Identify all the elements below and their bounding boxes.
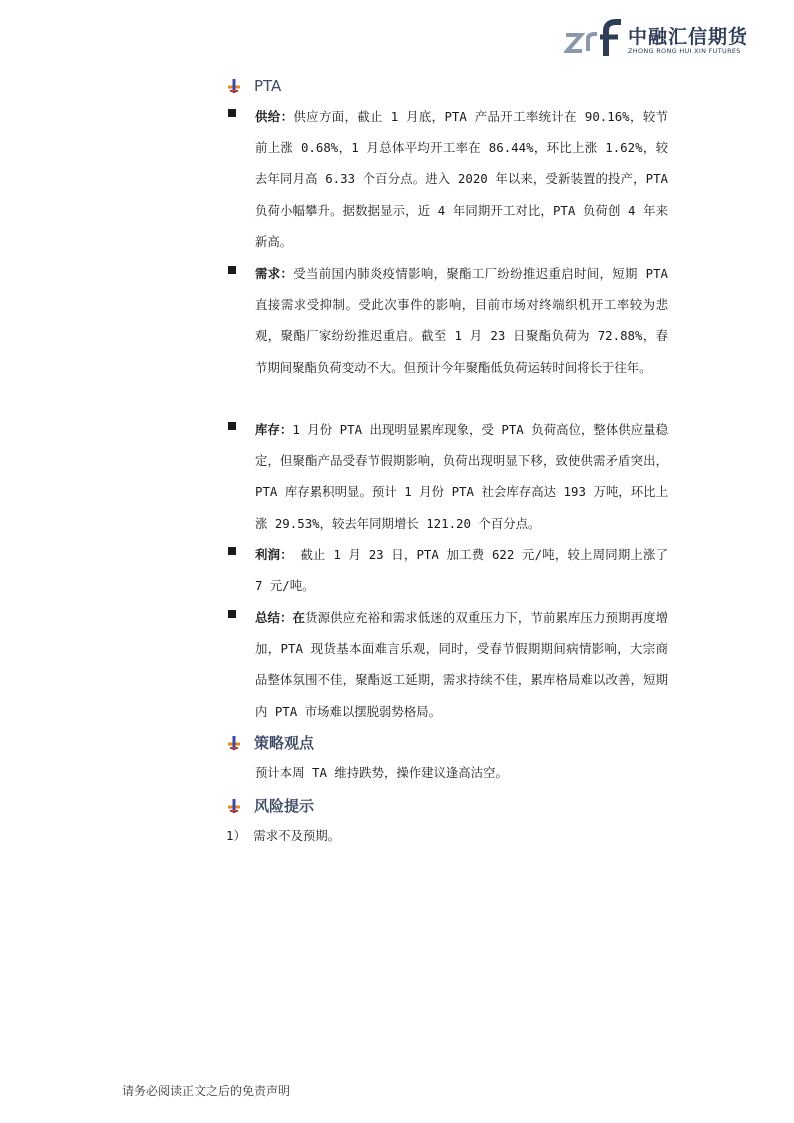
bullet-label: 利润： — [255, 547, 293, 562]
section-risk-heading — [226, 795, 314, 816]
section-title-strategy: 策略观点 — [254, 734, 315, 752]
bullet-text: 截止 1 月 23 日，PTA 加工费 622 元/吨，较上周同期上涨了 7 元/吨。 — [255, 547, 669, 594]
section-marker-icon — [226, 735, 242, 751]
footer-disclaimer: 请务必阅读正文之后的免责声明 — [122, 1084, 291, 1098]
bullet-square-icon — [228, 547, 236, 555]
bullet-square-icon — [228, 266, 236, 274]
bullet-text: 受当前国内肺炎疫情影响，聚酯工厂纷纷推迟重启时间，短期 PTA 直接需求受抑制。受此次事件的影响，目前市场对终端织机开工率较为悲观，聚酯厂家纷纷推迟重启。截至 1 月 23 日聚酯负荷为 72.88%，春节期间聚酯负荷变动不大。但预计今年聚酯低负荷运转时间将长于往年。 — [255, 266, 668, 375]
bullet-inventory — [228, 414, 668, 539]
bullet-summary — [228, 602, 668, 727]
logo-chinese-name: 中融汇信期货 — [628, 26, 749, 48]
section-marker-icon — [226, 78, 242, 94]
bullet-square-icon — [228, 610, 236, 618]
bullet-square-icon — [228, 109, 236, 117]
bullet-label: 总结：在 — [255, 610, 306, 625]
bullet-text: 1 月份 PTA 出现明显累库现象，受 PTA 负荷高位，整体供应量稳定，但聚酯产品受春节假期影响，负荷出现明显下移，致使供需矛盾突出，PTA 库存累积明显。预计 1 月份 PTA 社会库存高达 193 万吨，环比上涨 29.53%，较去年同期增长 121.20 个百分点。 — [255, 422, 668, 531]
logo-english-name: ZHONG RONG HUI XIN FUTURES — [628, 47, 741, 55]
bullet-label: 库存： — [255, 422, 293, 437]
zrf-logo-mark — [564, 18, 626, 60]
bullet-label: 供给： — [255, 109, 294, 124]
bullet-text: 货源供应充裕和需求低迷的双重压力下，节前累库压力预期再度增加，PTA 现货基本面难言乐观，同时，受春节假期期间病情影响，大宗商品整体氛围不佳，聚酯返工延期，需求持续不佳，累库格局难以改善，短期内 PTA 市场难以摆脱弱势格局。 — [255, 610, 669, 719]
section-title-pta: PTA — [254, 77, 282, 95]
section-strategy-heading — [226, 732, 314, 753]
bullet-text: 供应方面，截止 1 月底，PTA 产品开工率统计在 90.16%，较节前上涨 0.68%，1 月总体平均开工率在 86.44%，环比上涨 1.62%，较去年同月高 6.33 个百分点。进入 2020 年以来，受新装置的投产，PTA 负荷小幅攀升。据数据显示，近 4 年同期开工对比，PTA 负荷创 4 年来新高。 — [255, 109, 669, 249]
risk-item: 1） 需求不及预期。 — [226, 828, 341, 843]
section-pta-heading — [226, 77, 281, 95]
company-logo — [564, 18, 749, 60]
bullet-label: 需求： — [255, 266, 294, 281]
bullet-square-icon — [228, 422, 236, 430]
bullet-profit — [228, 539, 668, 601]
bullet-supply — [228, 101, 668, 257]
section-title-risk: 风险提示 — [254, 797, 315, 815]
strategy-text: 预计本周 TA 维持跌势，操作建议逢高沽空。 — [255, 765, 508, 780]
section-marker-icon — [226, 798, 242, 814]
bullet-demand — [228, 258, 668, 383]
